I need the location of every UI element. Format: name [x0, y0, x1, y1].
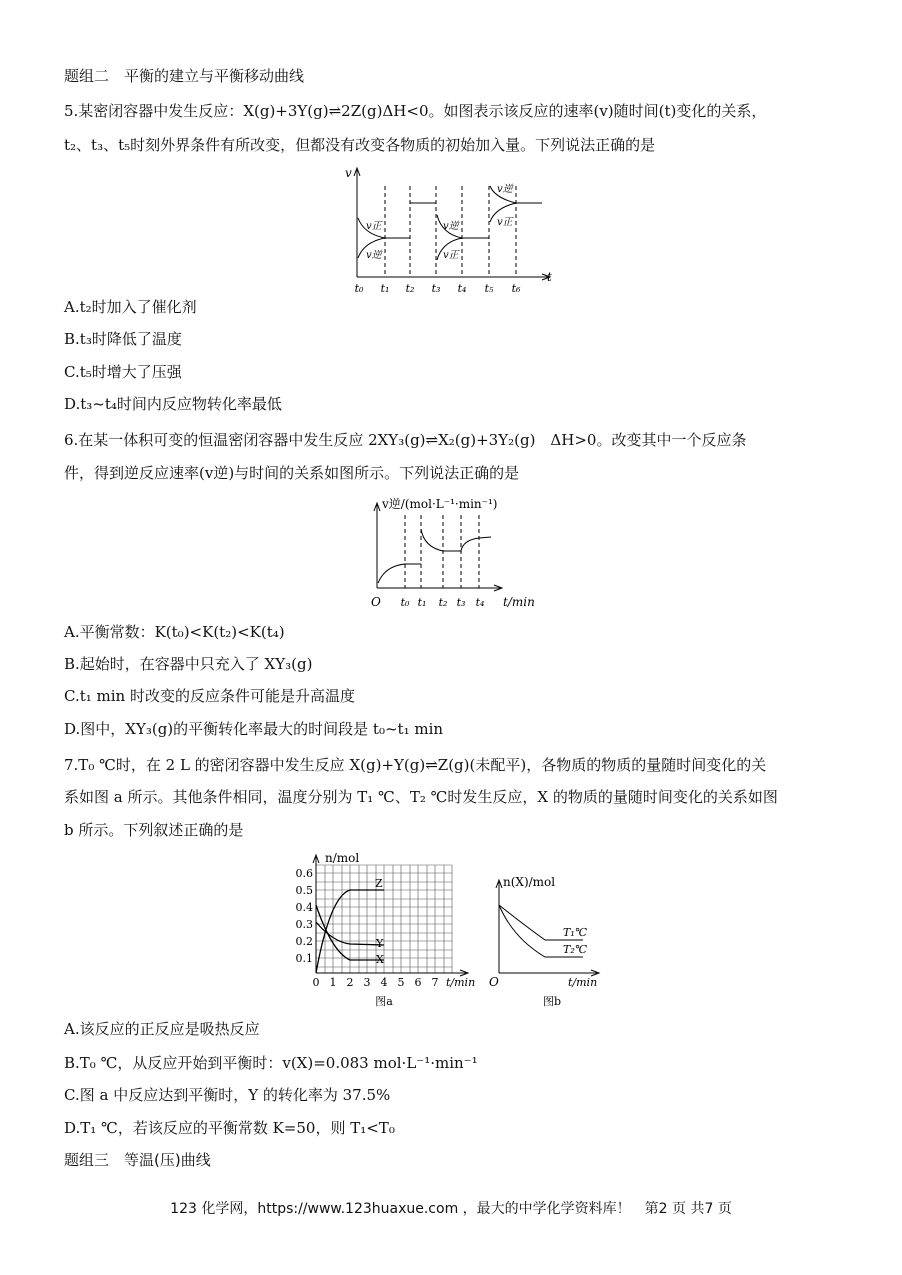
- q6-option-d: D.图中，XY₃(g)的平衡转化率最大的时间段是 t₀~t₁ min: [64, 720, 444, 738]
- q7a-x-tick: 3: [363, 976, 371, 989]
- q5-tick-t2: t₂: [405, 282, 415, 295]
- q5-option-a: A.t₂时加入了催化剂: [64, 298, 197, 316]
- q7-option-b: B.T₀ ℃，从反应开始到平衡时：v(X)=0.083 mol·L⁻¹·min⁻¹: [64, 1054, 478, 1072]
- q5-curve-label: v正: [443, 250, 459, 261]
- q7a-x-tick: 1: [329, 976, 337, 989]
- q7a-y-tick: 0.2: [295, 935, 313, 948]
- q5-x-label: t: [547, 270, 552, 284]
- q5-tick-t1: t₁: [380, 282, 390, 295]
- section-heading-3: 题组三 等温(压)曲线: [64, 1151, 211, 1169]
- q7b-curve-t2: T₂℃: [563, 943, 588, 956]
- q6-option-c: C.t₁ min 时改变的反应条件可能是升高温度: [64, 687, 355, 705]
- q7a-x-tick: 4: [380, 976, 388, 989]
- q5-option-b: B.t₃时降低了温度: [64, 330, 182, 348]
- q5-curve-label: v正: [366, 221, 382, 232]
- q6-origin: O: [371, 595, 381, 609]
- q7-stem-line3: b 所示。下列叙述正确的是: [64, 821, 244, 839]
- q7a-x-tick: 2: [346, 976, 354, 989]
- q7b-caption: 图b: [542, 995, 562, 1008]
- q6-tick-t0: t₀: [400, 596, 410, 609]
- q6-tick-t1: t₁: [417, 596, 427, 609]
- q7a-y-tick: 0.3: [295, 918, 313, 931]
- q7a-y-tick: 0.6: [295, 867, 313, 880]
- q7a-x-tick: 7: [431, 976, 439, 989]
- q5-tick-t5: t₅: [484, 282, 494, 295]
- q6-tick-t3: t₃: [456, 596, 466, 609]
- q7a-caption: 图a: [375, 995, 393, 1008]
- q6-option-a: A.平衡常数：K(t₀)<K(t₂)<K(t₄): [64, 623, 285, 641]
- q7b-origin: O: [489, 975, 499, 989]
- q7a-y-tick: 0.5: [295, 884, 313, 897]
- q5-option-d: D.t₃~t₄时间内反应物转化率最低: [64, 395, 282, 413]
- q7a-x-tick: 6: [414, 976, 422, 989]
- q5-stem-line2: t₂、t₃、t₅时刻外界条件有所改变，但都没有改变各物质的初始加入量。下列说法正确的是: [64, 136, 656, 154]
- q7a-y-tick: 0.4: [295, 901, 313, 914]
- q7-option-c: C.图 a 中反应达到平衡时，Y 的转化率为 37.5%: [64, 1086, 391, 1104]
- q5-tick-t3: t₃: [431, 282, 441, 295]
- q5-curve-label: v逆: [366, 250, 382, 261]
- q6-tick-t2: t₂: [438, 596, 448, 609]
- q7a-x-tick: 5: [397, 976, 405, 989]
- section-heading-2: 题组二 平衡的建立与平衡移动曲线: [64, 67, 305, 85]
- page-footer: 123 化学网，https://www.123huaxue.com ，最大的中学化学资料库！ 第2 页 共7 页: [170, 1201, 732, 1217]
- q7a-x-tick: 0: [312, 976, 320, 989]
- q5-stem-line1: 5.某密闭容器中发生反应：X(g)+3Y(g)⇌2Z(g)ΔH<0。如图表示该反应的速率(v)随时间(t)变化的关系，: [64, 102, 767, 120]
- q6-option-b: B.起始时，在容器中只充入了 XY₃(g): [64, 655, 313, 673]
- q7-option-d: D.T₁ ℃，若该反应的平衡常数 K=50，则 T₁<T₀: [64, 1119, 395, 1137]
- q7a-y-tick: 0.1: [295, 952, 313, 965]
- q5-curve-label: v逆: [497, 184, 513, 195]
- q7-option-a: A.该反应的正反应是吸热反应: [64, 1020, 260, 1038]
- q7b-y-label: n(X)/mol: [503, 875, 556, 889]
- q7b-curve-t1: T₁℃: [563, 926, 588, 939]
- q7a-x-label: t/min: [446, 976, 476, 989]
- q7a-curve-y: Y: [376, 937, 384, 950]
- q7-stem-line2: 系如图 a 所示。其他条件相同，温度分别为 T₁ ℃、T₂ ℃时发生反应，X 的物质的量随时间变化的关系如图: [64, 788, 778, 806]
- q7a-curve-x: X: [376, 953, 384, 966]
- q6-x-label: t/min: [503, 595, 535, 609]
- q7a-curve-z: Z: [375, 877, 383, 890]
- q6-stem-line2: 件，得到逆反应速率(v逆)与时间的关系如图所示。下列说法正确的是: [64, 464, 520, 482]
- q5-tick-t6: t₆: [511, 282, 521, 295]
- q5-tick-t4: t₄: [457, 282, 467, 295]
- q7-stem-line1: 7.T₀ ℃时，在 2 L 的密闭容器中发生反应 X(g)+Y(g)⇌Z(g)(未配平)，各物质的物质的量随时间变化的关: [64, 756, 767, 774]
- q7a-y-label: n/mol: [325, 851, 360, 865]
- q6-stem-line1: 6.在某一体积可变的恒温密闭容器中发生反应 2XY₃(g)⇌X₂(g)+3Y₂(g) ΔH>0。改变其中一个反应条: [64, 431, 747, 449]
- q5-tick-t0: t₀: [354, 282, 364, 295]
- q7b-x-label: t/min: [568, 976, 598, 989]
- q6-tick-t4: t₄: [475, 596, 485, 609]
- q5-option-c: C.t₅时增大了压强: [64, 363, 182, 381]
- q5-y-label: v: [345, 166, 352, 180]
- q6-y-label: v逆/(mol·L⁻¹·min⁻¹): [382, 497, 498, 511]
- q5-curve-label: v逆: [443, 221, 459, 232]
- q5-curve-label: v正: [497, 217, 513, 228]
